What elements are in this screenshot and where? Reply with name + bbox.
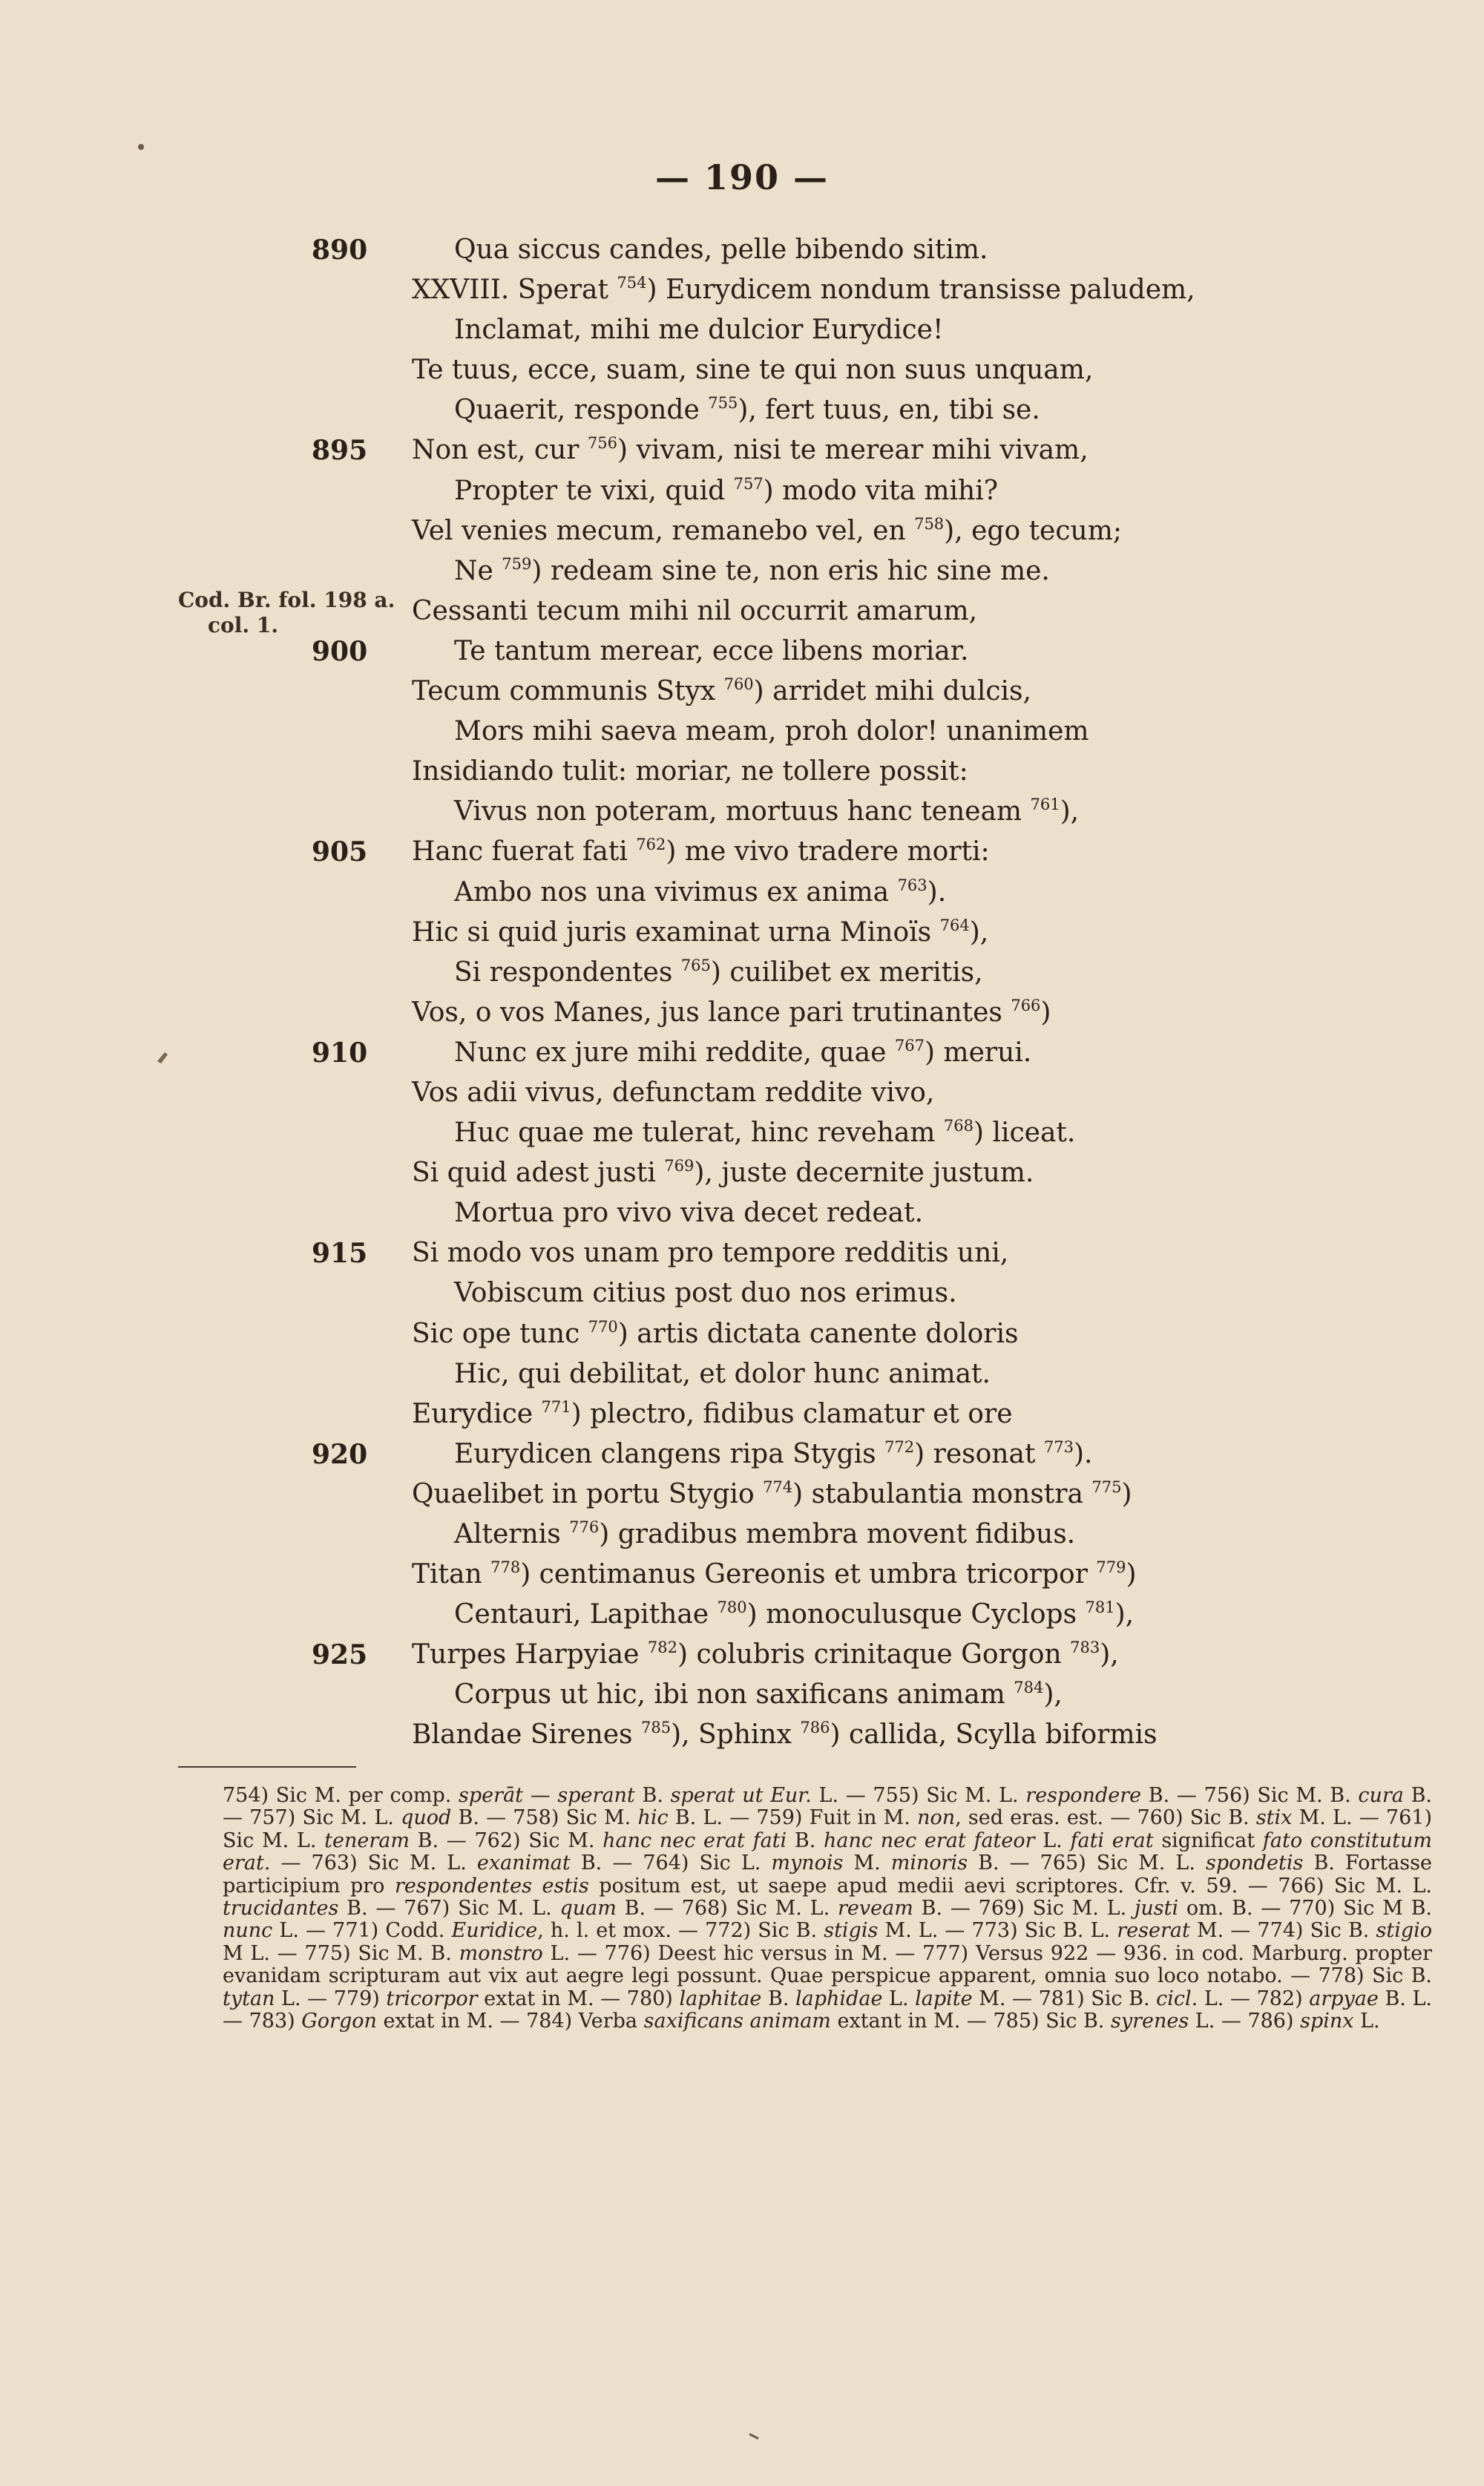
verse-text: Hic, qui debilitat, et dolor hunc animat.: [454, 1358, 991, 1389]
verse-number: 920: [312, 1438, 368, 1470]
verse-text: Insidiando tulit: moriar, ne tollere possit:: [412, 756, 968, 787]
page-number: — 190 —: [654, 157, 830, 197]
verse-number: 915: [312, 1238, 368, 1270]
verse-text: Corpus ut hic, ibi non saxificans animam $^{784}$),: [454, 1679, 1063, 1711]
verse-text: Eurydice $^{771}$) plectro, fidibus clamatur et ore: [412, 1397, 1013, 1429]
verse-text: Eurydicen clangens ripa Stygis $^{772}$) resonat $^{773}$).: [454, 1437, 1093, 1469]
verse-text: Blandae Sirenes $^{785}$), Sphinx $^{786}$) callida, Scylla biformis: [412, 1719, 1158, 1751]
verse-text: Si respondentes $^{765}$) cuilibet ex meritis,: [454, 956, 983, 988]
margin-note-line-1: Cod. Br. fol. 198 a.: [178, 588, 395, 612]
verse-text: Si quid adest justi $^{769}$), juste decernite justum.: [412, 1157, 1034, 1189]
verse-text: Vobiscum citius post duo nos erimus.: [454, 1278, 957, 1309]
verse-text: Quaelibet in portu Stygio $^{774}$) stabulantia monstra $^{775}$): [412, 1478, 1132, 1509]
verse-text: Si modo vos unam pro tempore redditis uni,: [412, 1238, 1009, 1269]
verse-number: 925: [312, 1639, 368, 1671]
verse-text: Hic si quid juris examinat urna Minoïs $^{764}$),: [412, 916, 989, 948]
verse-text: Qua siccus candes, pelle bibendo sitim.: [454, 235, 988, 265]
verse-text: Non est, cur $^{756}$) vivam, nisi te merear mihi vivam,: [412, 434, 1089, 466]
verse-text: Quaerit, responde $^{755}$), fert tuus, en, tibi se.: [454, 394, 1040, 426]
verse-number: 910: [312, 1037, 368, 1069]
verse-text: Turpes Harpyiae $^{782}$) colubris crinitaque Gorgon $^{783}$),: [412, 1639, 1119, 1670]
verse-number: 895: [312, 435, 368, 467]
verse-text: Vos, o vos Manes, jus lance pari trutinantes $^{766}$): [412, 996, 1051, 1028]
verse-text: Tecum communis Styx $^{760}$) arridet mihi dulcis,: [412, 675, 1031, 707]
verse-text: Inclamat, mihi me dulcior Eurydice!: [454, 315, 944, 346]
verse-text: Centauri, Lapithae $^{780}$) monoculusque Cyclops $^{781}$),: [454, 1598, 1135, 1630]
verse-number: 905: [312, 836, 368, 868]
verse-text: Te tuus, ecce, suam, sine te qui non suus unquam,: [412, 355, 1094, 386]
verse-text: Mors mihi saeva meam, proh dolor! unanimem: [454, 716, 1089, 747]
verse-text: Propter te vixi, quid $^{757}$) modo vita mihi?: [454, 474, 999, 506]
verse-text: Vivus non poteram, mortuus hanc teneam $^{761}$),: [454, 796, 1080, 827]
verse-text: Titan $^{778}$) centimanus Gereonis et umbra tricorpor $^{779}$): [412, 1558, 1137, 1590]
verse-text: Hanc fuerat fati $^{762}$) me vivo tradere morti:: [412, 836, 990, 868]
verse-text: Ambo nos una vivimus ex anima $^{763}$).: [454, 876, 947, 908]
verse-text: Mortua pro vivo viva decet redeat.: [454, 1198, 924, 1229]
verse-number: 890: [312, 235, 368, 266]
margin-note-line-2: col. 1.: [208, 613, 279, 637]
footnote-text: 754) Sic M. per comp. sperāt — sperant B. sperat ut Eur. L. — 755) Sic M. L. respondere B. — 756) Sic M. B. cura B. — 757) Sic M. L. quod B. — 758) Sic M. hic B. L. — 759) Fuit in M. non, sed eras. est. — 760) Sic B. stix M. L. — 761) Sic M. L. teneram B. — 762) Sic M. hanc nec erat fati B. hanc nec erat fateor L. fati erat significat fato constitutum erat. — 763) Sic M. L. exanimat B. — 764) Sic L. mynois M. minoris B. — 765) Sic M. L. spondetis B. Fortasse participium pro respondentes estis positum est, ut saepe apud medii aevi scriptores. Cfr. v. 59. — 766) Sic M. L. trucidantes B. — 767) Sic M. L. quam B. — 768) Sic M. L. reveam B. — 769) Sic M. L. justi om. B. — 770) Sic M B. nunc L. — 771) Codd. Euridice, h. l. et mox. — 772) Sic B. stigis M. L. — 773) Sic B. L. reserat M. — 774) Sic B. stigio M L. — 775) Sic M. B. monstro L. — 776) Deest hic versus in M. — 777) Versus 922 — 936. in cod. Marburg. propter evanidam scripturam aut vix aut aegre legi possunt. Quae perspicue apparent, omnia suo loco notabo. — 778) Sic B. tytan L. — 779) tricorpor extat in M. — 780) laphitae B. laphidae L. lapite M. — 781) Sic B. cicl. L. — 782) arpyae B. L. — 783) Gorgon extat in M. — 784) Verba saxificans animam extant in M. — 785) Sic B. syrenes L. — 786) spinx L.: [223, 1784, 1433, 2033]
verse-text: Nunc ex jure mihi reddite, quae $^{767}$) merui.: [454, 1036, 1032, 1068]
verse-text: Ne $^{759}$) redeam sine te, non eris hic sine me.: [454, 554, 1050, 586]
verse-number: 900: [312, 635, 368, 667]
verse-text: Alternis $^{776}$) gradibus membra movent fidibus.: [454, 1518, 1076, 1549]
verse-text: Huc quae me tulerat, hinc reveham $^{768}$) liceat.: [454, 1117, 1076, 1149]
verse-text: Vos adii vivus, defunctam reddite vivo,: [412, 1077, 935, 1108]
verse-text: Te tantum merear, ecce libens moriar.: [454, 635, 969, 666]
verse-text: XXVIII. Sperat $^{754}$) Eurydicem nondum transisse paludem,: [412, 274, 1195, 306]
verse-text: Cessanti tecum mihi nil occurrit amarum,: [412, 595, 978, 626]
verse-text: Sic ope tunc $^{770}$) artis dictata canente doloris: [412, 1317, 1019, 1349]
verse-text: Vel venies mecum, remanebo vel, en $^{758}$), ego tecum;: [412, 514, 1122, 546]
